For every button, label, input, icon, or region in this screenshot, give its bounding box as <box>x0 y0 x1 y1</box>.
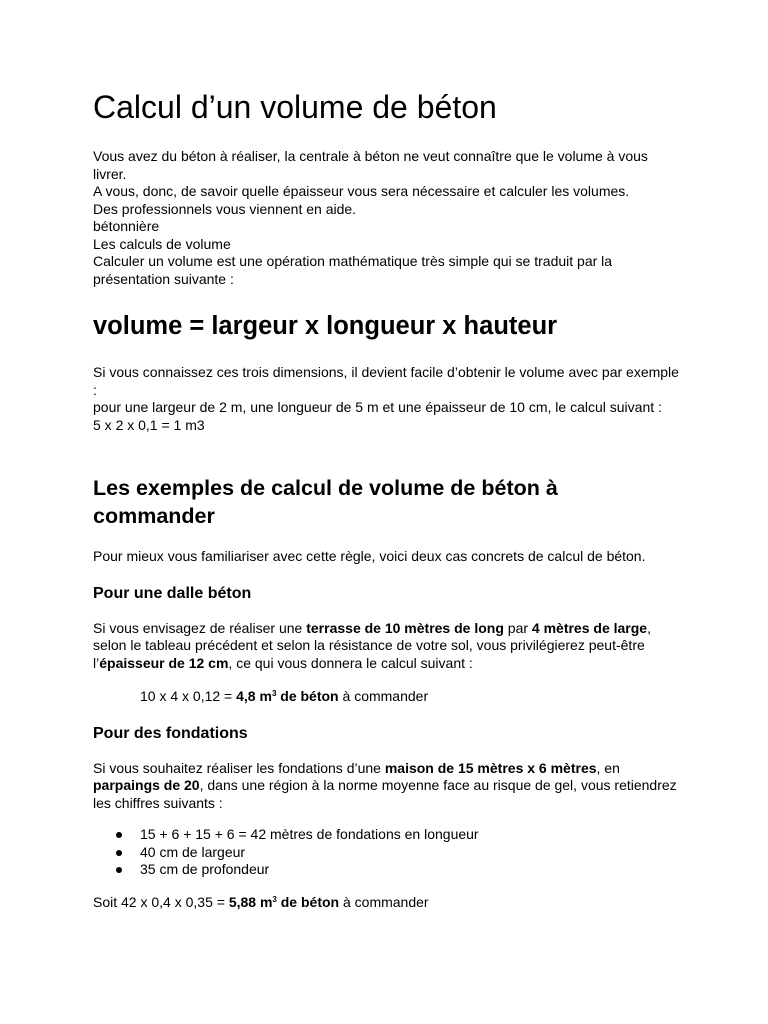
page-title: Calcul d’un volume de béton <box>93 89 497 125</box>
fondations-text: , en <box>596 759 620 776</box>
dalle-text: Si vous envisagez de réaliser une <box>93 619 307 636</box>
result-text: à commander <box>339 893 429 910</box>
example-paragraph: 5 x 2 x 0,1 = 1 m3 <box>93 416 205 433</box>
dalle-text: , selon le tableau précédent et selon la résistance de votre sol, vous privilégierez peut-être l’ <box>93 619 651 671</box>
bullet-icon <box>116 850 122 856</box>
intro-paragraph: Vous avez du béton à réaliser, la centrale à béton ne veut connaître que le volume à vous livrer. <box>93 148 648 182</box>
intro-paragraph: A vous, donc, de savoir quelle épaisseur vous sera nécessaire et calculer les volumes. <box>93 183 630 199</box>
intro-paragraph: Des professionnels vous viennent en aide. <box>93 200 357 217</box>
bullet-icon <box>116 832 122 838</box>
calc-superscript: 3 <box>271 689 277 698</box>
dalle-text: par <box>503 619 532 636</box>
list-item-text: 15 + 6 + 15 + 6 = 42 mètres de fondations en longueur <box>140 826 479 842</box>
list-item-text: 40 cm de largeur <box>140 843 246 860</box>
calc-value: 4,8 m <box>236 688 272 704</box>
calc-bold-result <box>236 688 339 704</box>
example-block <box>93 364 683 434</box>
dalle-bold-length: terrasse de 10 mètres de long <box>306 619 504 636</box>
fondations-bullet-list <box>93 826 683 879</box>
dalle-paragraph <box>93 620 683 673</box>
section-intro: Pour mieux vous familiariser avec cette règle, voici deux cas concrets de calcul de béton. <box>93 548 646 564</box>
result-unit: de béton <box>276 893 340 910</box>
dalle-heading: Pour une dalle béton <box>93 584 252 602</box>
bullet-icon <box>116 867 122 873</box>
list-item <box>93 861 683 879</box>
example-paragraph: Si vous connaissez ces trois dimensions, il devient facile d’obtenir le volume avec par exemple : <box>93 364 679 398</box>
dalle-bold-thickness: épaisseur de 12 cm <box>99 654 229 671</box>
result-text: Soit 42 x 0,4 x 0,35 = <box>93 893 229 910</box>
intro-paragraph: Les calculs de volume <box>93 235 231 252</box>
list-item-text: 35 cm de profondeur <box>140 861 270 877</box>
calc-text: 10 x 4 x 0,12 = <box>140 688 237 704</box>
list-item <box>93 844 683 862</box>
dalle-bold-width: 4 mètres de large <box>531 619 648 636</box>
fondations-heading: Pour des fondations <box>93 724 248 742</box>
result-value: 5,88 m <box>228 893 273 910</box>
dalle-calculation <box>140 688 683 706</box>
result-bold <box>229 894 339 910</box>
calc-unit: de béton <box>276 688 339 704</box>
list-item <box>93 826 683 844</box>
intro-block <box>93 148 683 288</box>
example-paragraph: pour une largeur de 2 m, une longueur de 5 m et une épaisseur de 10 cm, le calcul suivant : <box>93 399 662 415</box>
fondations-result <box>93 894 683 912</box>
dalle-text: , ce qui vous donnera le calcul suivant : <box>228 654 473 671</box>
document-page <box>93 88 683 911</box>
intro-paragraph: bétonnière <box>93 218 160 234</box>
intro-paragraph: Calculer un volume est une opération mathématique très simple qui se traduit par la présentation suivante : <box>93 253 613 287</box>
result-superscript: 3 <box>272 894 277 904</box>
fondations-bold-house: maison de 15 mètres x 6 mètres <box>384 759 597 776</box>
fondations-paragraph <box>93 760 683 813</box>
section-heading: Les exemples de calcul de volume de béton à commander <box>93 476 558 528</box>
volume-formula-heading: volume = largeur x longueur x hauteur <box>93 312 558 340</box>
fondations-text: , dans une région à la norme moyenne face au risque de gel, vous retiendrez les chiffres suivants : <box>93 777 677 811</box>
fondations-text: Si vous souhaitez réaliser les fondations d’une <box>93 759 385 776</box>
fondations-bold-blocks: parpaings de 20 <box>93 777 200 793</box>
calc-text: à commander <box>338 688 429 704</box>
